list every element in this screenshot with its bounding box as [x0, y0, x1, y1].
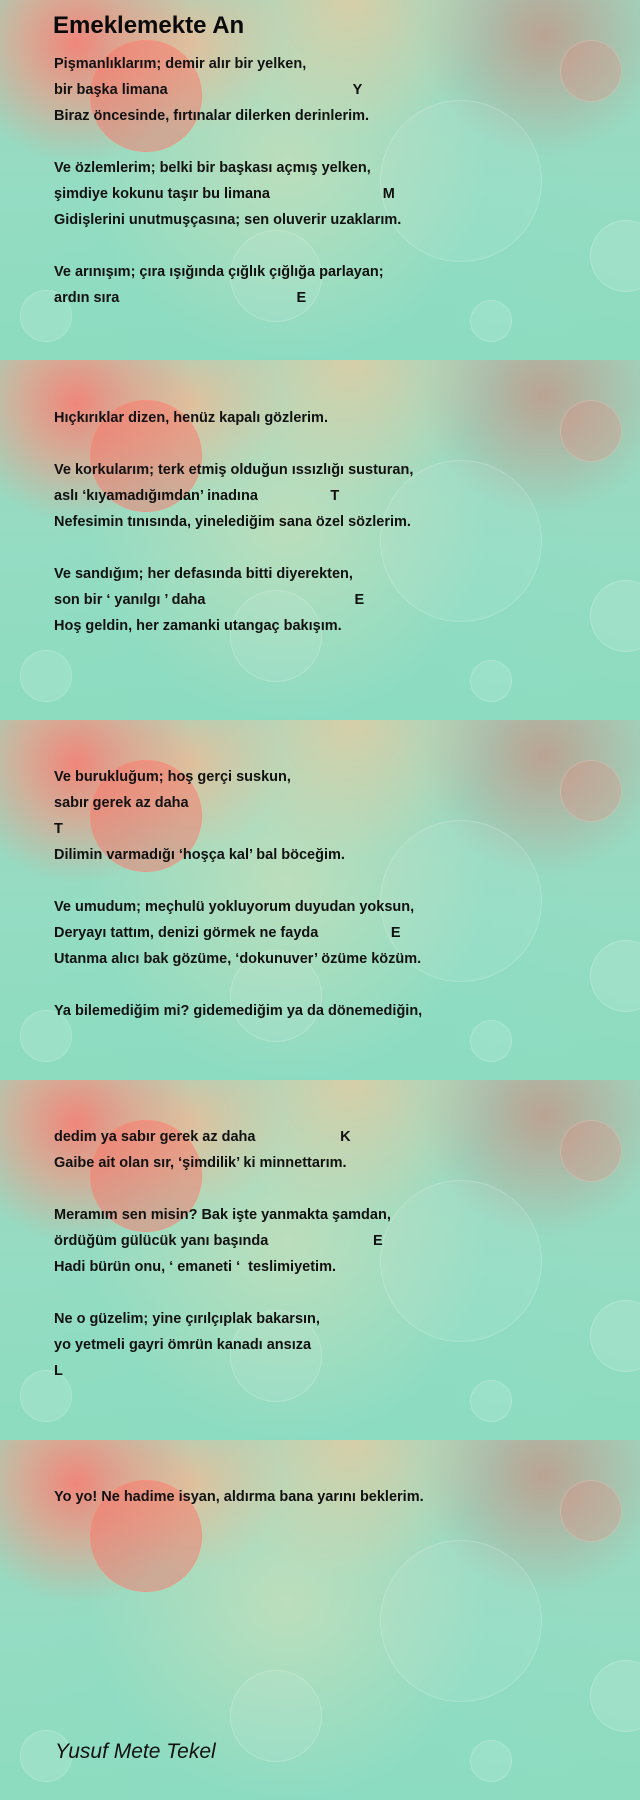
poem-line: sabır gerek az daha: [54, 795, 189, 811]
poem-line: Gaibe ait olan sır, ‘şimdilik’ ki minnettarım.: [54, 1155, 347, 1171]
poem-stanza-block: [54, 1458, 614, 1510]
stanza-break: [54, 233, 614, 259]
bokeh-circle: [590, 1660, 640, 1732]
bokeh-circle: [470, 1020, 512, 1062]
poem-line: Nefesimin tınısında, yinelediğim sana özel sözlerim.: [54, 514, 411, 530]
poem-title: Emeklemekte An: [53, 12, 245, 39]
poem-line: Hadi bürün onu, ‘ emaneti ‘ teslimiyetim.: [54, 1259, 336, 1275]
stanza-break: [54, 129, 614, 155]
poem-line: dedim ya sabır gerek az daha K: [54, 1129, 351, 1145]
bokeh-circle: [380, 1540, 542, 1702]
poem-line: Yo yo! Ne hadime isyan, aldırma bana yarını beklerim.: [54, 1489, 424, 1505]
bokeh-circle: [20, 650, 72, 702]
poem-line: şimdiye kokunu taşır bu limana M: [54, 186, 395, 202]
poem-line: yo yetmeli gayri ömrün kanadı ansıza: [54, 1337, 312, 1353]
poem-line: Ya bilemediğim mi? gidemediğim ya da dönemediğin,: [54, 1003, 423, 1019]
poem-line: ardın sıra E: [54, 290, 307, 306]
poem-stanza-block: [54, 379, 614, 639]
poem-line: Ve sandığım; her defasında bitti diyerekten,: [54, 566, 353, 582]
bokeh-circle: [470, 660, 512, 702]
poem-line: L: [54, 1363, 63, 1379]
poem-stanza-block: [54, 738, 614, 1024]
poem-line: aslı ‘kıyamadığımdan’ inadına T: [54, 488, 340, 504]
poem-line: ördüğüm gülücük yanı başında E: [54, 1233, 383, 1249]
poem-line: Meramım sen misin? Bak işte yanmakta şamdan,: [54, 1207, 391, 1223]
stanza-break: [54, 1458, 614, 1484]
poem-line: Hıçkırıklar dizen, henüz kapalı gözlerim.: [54, 410, 328, 426]
stanza-break: [54, 972, 614, 998]
bokeh-circle: [230, 1670, 322, 1762]
stanza-break: [54, 1176, 614, 1202]
poem-line: T: [54, 821, 63, 837]
poem-panel-5: [0, 1440, 640, 1800]
poem-line: Deryayı tattım, denizi görmek ne fayda E: [54, 925, 401, 941]
stanza-break: [54, 535, 614, 561]
poem-line: Ve arınışım; çıra ışığında çığlık çığlığa parlayan;: [54, 264, 384, 280]
poem-line: Biraz öncesinde, fırtınalar dilerken derinlerim.: [54, 108, 370, 124]
stanza-break: [54, 868, 614, 894]
poem-line: Ve umudum; meçhulü yokluyorum duyudan yoksun,: [54, 899, 415, 915]
poem-line: Gidişlerini unutmuşçasına; sen oluverir uzaklarım.: [54, 212, 402, 228]
stanza-break: [54, 1098, 614, 1124]
stanza-break: [54, 431, 614, 457]
poem-panel-1: [0, 0, 640, 360]
poem-panel-4: [0, 1080, 640, 1440]
poem-author: Yusuf Mete Tekel: [55, 1740, 216, 1763]
bokeh-circle: [470, 1740, 512, 1782]
stanza-break: [54, 738, 614, 764]
poem-stanza-block: [54, 51, 614, 311]
poem-line: bir başka limana Y: [54, 82, 363, 98]
stanza-break: [54, 379, 614, 405]
poem-stanza-block: [54, 1098, 614, 1384]
poem-line: Utanma alıcı bak gözüme, ‘dokunuver’ özüme közüm.: [54, 951, 422, 967]
bokeh-circle: [470, 1380, 512, 1422]
poem-line: Ve özlemlerim; belki bir başkası açmış yelken,: [54, 160, 371, 176]
poem-line: Hoş geldin, her zamanki utangaç bakışım.: [54, 618, 342, 634]
poem-line: Ve korkularım; terk etmiş olduğun ıssızlığı susturan,: [54, 462, 414, 478]
poem-line: Ne o güzelim; yine çırılçıplak bakarsın,: [54, 1311, 320, 1327]
poem-line: Dilimin varmadığı ‘hoşça kal’ bal böceğim.: [54, 847, 345, 863]
poem-line: Pişmanlıklarım; demir alır bir yelken,: [54, 56, 307, 72]
poem-panel-2: [0, 360, 640, 720]
stanza-break: [54, 1280, 614, 1306]
poem-line: Ve burukluğum; hoş gerçi suskun,: [54, 769, 291, 785]
poem-line: son bir ‘ yanılgı ’ daha E: [54, 592, 365, 608]
poem-panel-3: [0, 720, 640, 1080]
